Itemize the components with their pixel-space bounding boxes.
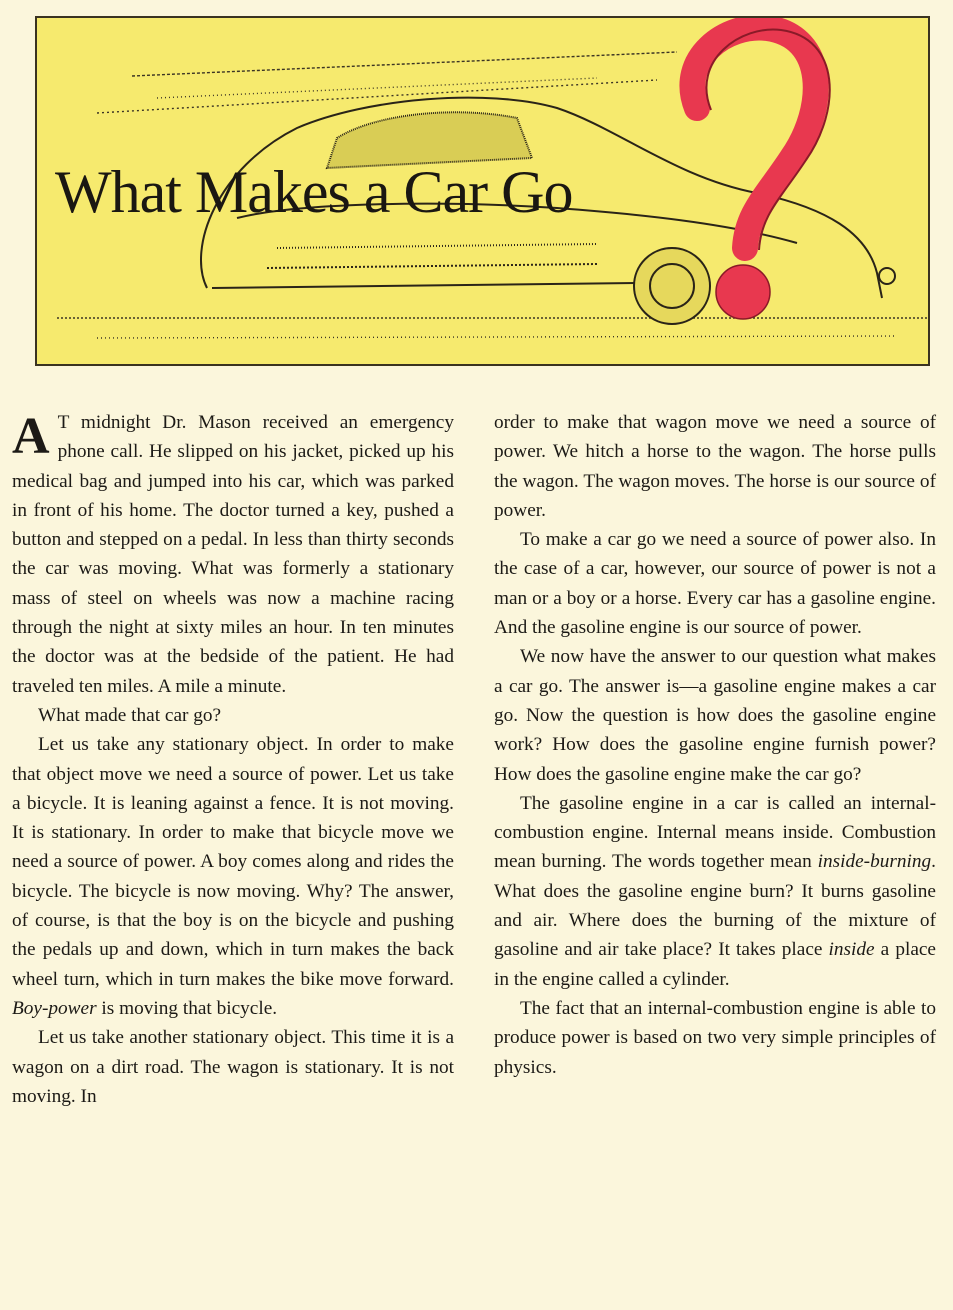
title-banner (35, 16, 930, 366)
question-mark-graphic (692, 28, 829, 319)
paragraph: order to make that wagon move we need a source of power. We hitch a horse to the wagon. The horse pulls the wagon. The wagon moves. The horse is our source of power. (494, 412, 936, 521)
paragraph: The gasoline engine in a car is called an internal-combustion engine. Internal means inside. Combustion mean burning. The words together mean inside-burning. What does the gasoline engine burn? It burns gasoline and air. Where does the burning of the mixture of gasoline and air take place? It takes place inside a place in the engine called a cylinder. (494, 792, 936, 990)
paragraph: What made that car go? (38, 704, 222, 726)
paragraph: Let us take another stationary object. This time it is a wagon on a dirt road. The wagon is stationary. It is not moving. In (12, 1027, 454, 1107)
article-column-right (494, 408, 936, 1082)
paragraph: A T midnight Dr. Mason received an emergency phone call. He slipped on his jacket, picked up his medical bag and jumped into his car, which was parked in front of his home. The doctor turned a key, pushed a button and stepped on a pedal. In less than thirty seconds the car was moving. What was formerly a stationary mass of steel on wheels was now a machine racing through the night at sixty miles an hour. In ten minutes the doctor was at the bedside of the patient. He had traveled ten miles. A mile a minute. (12, 408, 454, 697)
paragraph: To make a car go we need a source of power also. In the case of a car, however, our source of power is not a man or a boy or a horse. Every car has a gasoline engine. And the gasoline engine is our source of power. (494, 529, 936, 639)
paragraph: Let us take any stationary object. In order to make that object move we need a source of power. Let us take a bicycle. It is leaning against a fence. It is not moving. It is stationary. In order to make that bicycle move we need a source of power. A boy comes along and rides the bicycle. The bicycle is now moving. Why? The answer, of course, is that the boy is on the bicycle and pushing the pedals up and down, which in turn makes the back wheel turn, which in turn makes the bike move forward. Boy-power is moving that bicycle. (12, 734, 454, 1019)
drop-cap: A (12, 408, 50, 465)
paragraph: We now have the answer to our question what makes a car go. The answer is—a gasoline engine makes a car go. Now the question is how does the gasoline engine work? How does the gasoline engine furnish power? How does the gasoline engine make the car go? (494, 646, 936, 785)
article-column-left (12, 408, 454, 1111)
page-title: What Makes a Car Go (55, 159, 573, 225)
paragraph: The fact that an internal-combustion engine is able to produce power is based on two very simple principles of physics. (494, 997, 936, 1078)
